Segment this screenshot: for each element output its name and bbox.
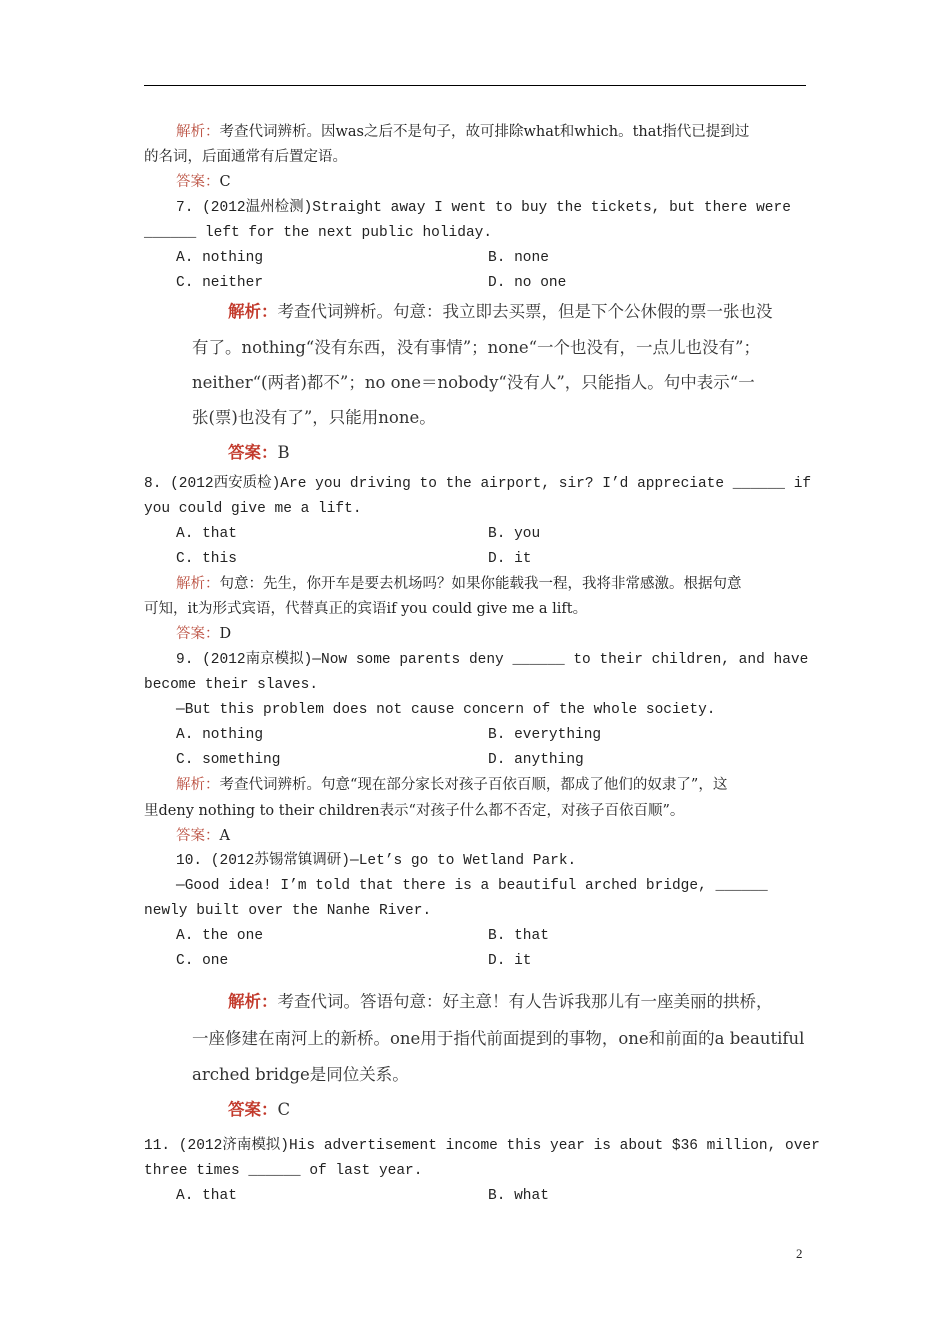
q8-stem-line-1: 8. (2012西安质检)Are you driving to the airport, sir? I’d appreciate ______ if [144, 476, 812, 492]
q8-option-d: D. it [488, 551, 532, 567]
q7-stem-line-1: 7. (2012温州检测)Straight away I went to buy the tickets, but there were [176, 200, 791, 216]
q7-option-a: A. nothing [176, 250, 264, 266]
q8-answer: 答案：D [176, 626, 232, 642]
q7-explanation-line-3: neither“(两者)都不”；no one＝nobody“没有人”，只能指人。句中表示“一 [192, 373, 755, 392]
q8-explanation-line-1: 解析：句意：先生，你开车是要去机场吗？如果你能载我一程，我将非常感激。根据句意 [176, 576, 742, 592]
q9-answer: 答案：A [176, 828, 230, 844]
q11-option-b: B. what [488, 1188, 549, 1204]
q10-option-c: C. one [176, 953, 229, 969]
q9-option-c: C. something [176, 752, 281, 768]
q11-stem-line-2: three times ______ of last year. [144, 1163, 423, 1179]
q7-explanation-line-1: 解析：考查代词辨析。句意：我立即去买票，但是下个公休假的票一张也没 [228, 302, 773, 321]
q6-answer: 答案：C [176, 174, 231, 190]
q6-explanation-line-2: 的名词，后面通常有后置定语。 [144, 149, 347, 165]
q10-answer: 答案：C [228, 1100, 291, 1119]
page-number: 2 [796, 1246, 803, 1261]
q9-stem-line-1: 9. (2012南京模拟)—Now some parents deny ______ to their children, and have [176, 652, 809, 668]
q10-explanation-line-1: 解析：考查代词。答语句意：好主意！有人告诉我那儿有一座美丽的拱桥， [228, 992, 773, 1011]
q10-option-a: A. the one [176, 928, 264, 944]
q6-explanation-line-1: 解析：考查代词辨析。因was之后不是句子，故可排除what和which。that指代已提到过 [176, 124, 750, 140]
q9-explanation-line-2: 里deny nothing to their children表示“对孩子什么都不否定，对孩子百依百顺”。 [144, 803, 685, 819]
q10-stem-line-3: newly built over the Nanhe River. [144, 903, 432, 919]
q8-option-b: B. you [488, 526, 541, 542]
q8-option-c: C. this [176, 551, 237, 567]
q7-explanation-line-4: 张(票)也没有了”，只能用none。 [192, 408, 436, 427]
q11-option-a: A. that [176, 1188, 237, 1204]
q10-option-b: B. that [488, 928, 549, 944]
q7-stem-line-2: ______ left for the next public holiday. [144, 225, 493, 241]
q7-answer: 答案：B [228, 443, 290, 462]
q7-option-b: B. none [488, 250, 549, 266]
q10-explanation-line-2: 一座修建在南河上的新桥。one用于指代前面提到的事物，one和前面的a beautiful [192, 1029, 805, 1048]
q10-stem-line-2: —Good idea! I’m told that there is a beautiful arched bridge, ______ [176, 878, 768, 894]
explanation-label: 解析： [176, 124, 220, 140]
q9-explanation-line-1: 解析：考查代词辨析。句意“现在部分家长对孩子百依百顺，都成了他们的奴隶了”，这 [176, 777, 728, 793]
q9-stem-line-2: become their slaves. [144, 677, 319, 693]
q10-option-d: D. it [488, 953, 532, 969]
q7-explanation-line-2: 有了。nothing“没有东西，没有事情”；none“一个也没有，一点儿也没有”； [192, 338, 760, 357]
q8-stem-line-2: you could give me a lift. [144, 501, 362, 517]
q9-option-d: D. anything [488, 752, 584, 768]
q9-option-a: A. nothing [176, 727, 264, 743]
q9-stem-line-3: —But this problem does not cause concern of the whole society. [176, 702, 716, 718]
q8-explanation-line-2: 可知，it为形式宾语，代替真正的宾语if you could give me a lift。 [144, 601, 588, 617]
q11-stem-line-1: 11. (2012济南模拟)His advertisement income this year is about $36 million, over [144, 1138, 820, 1154]
q10-stem-line-1: 10. (2012苏锡常镇调研)—Let’s go to Wetland Park. [176, 853, 577, 869]
header-rule [144, 85, 806, 86]
q7-option-d: D. no one [488, 275, 567, 291]
q8-option-a: A. that [176, 526, 237, 542]
q10-explanation-line-3: arched bridge是同位关系。 [192, 1065, 409, 1084]
q7-option-c: C. neither [176, 275, 264, 291]
q9-option-b: B. everything [488, 727, 602, 743]
